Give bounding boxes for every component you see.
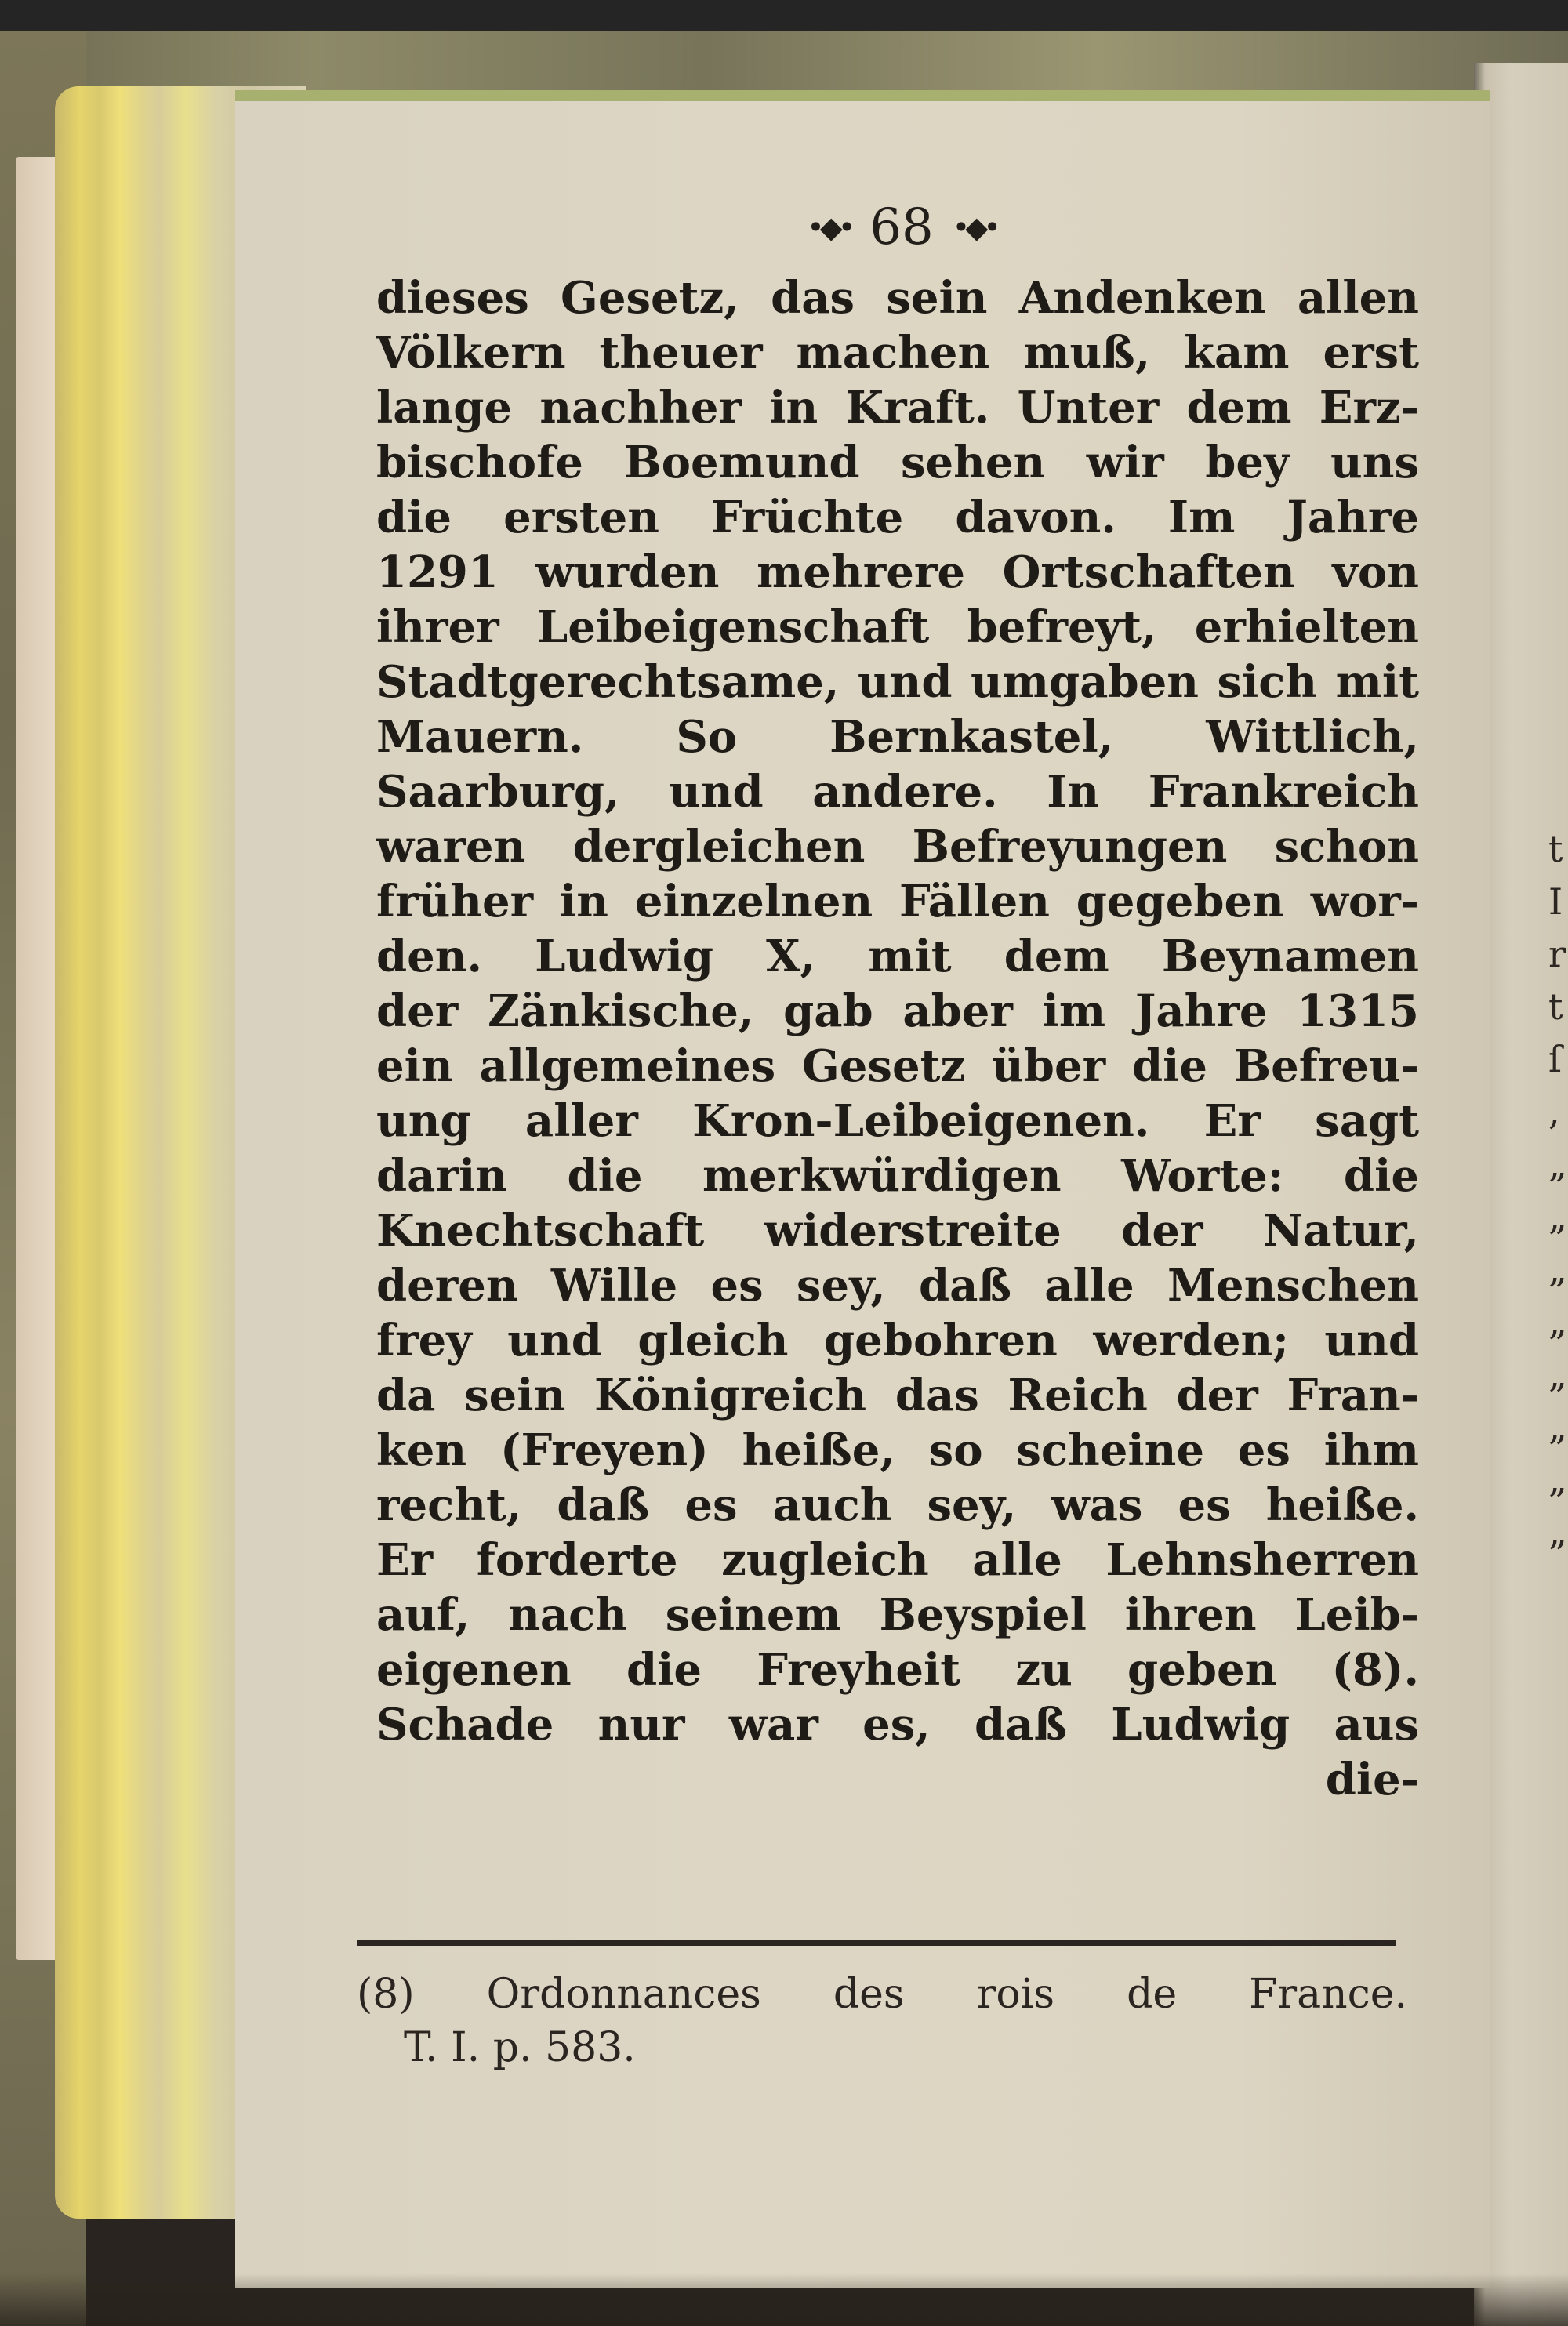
text-line: Stadtgerechtsame, und umgaben sich mit	[376, 656, 1419, 708]
text-line: ein allgemeines Gesetz über die Befreu-	[376, 1040, 1419, 1092]
text-line: Schade nur war es, daß Ludwig aus	[376, 1699, 1419, 1751]
text-line: recht, daß es auch sey, was es heiße.	[376, 1479, 1419, 1531]
facing-char: ,	[1548, 1090, 1560, 1133]
footnote-line: T. I. p. 583.	[404, 2024, 636, 2071]
facing-char: I	[1548, 880, 1563, 923]
facing-char: „	[1548, 1406, 1567, 1448]
facing-char: „	[1548, 1353, 1567, 1395]
text-line: früher in einzelnen Fällen gegeben wor-	[376, 876, 1419, 927]
text-line: den. Ludwig X, mit dem Beynamen	[376, 931, 1419, 982]
text-line: dieses Gesetz, das sein Andenken allen	[376, 272, 1419, 324]
text-line: ken (Freyen) heiße, so scheine es ihm	[376, 1424, 1419, 1476]
facing-char: „	[1548, 1196, 1567, 1238]
facing-char: t	[1548, 985, 1563, 1028]
text-line: eigenen die Freyheit zu geben (8).	[376, 1644, 1419, 1696]
text-line: lange nachher in Kraft. Unter dem Erz-	[376, 382, 1419, 434]
text-line: der Zänkische, gab aber im Jahre 1315	[376, 985, 1419, 1037]
text-line: frey und gleich gebohren werden; und	[376, 1315, 1419, 1366]
text-line: auf, nach seinem Beyspiel ihren Leib-	[376, 1589, 1419, 1641]
facing-char: „	[1548, 1511, 1567, 1553]
text-line: Mauern. So Bernkastel, Wittlich,	[376, 711, 1419, 763]
facing-char: ſ	[1548, 1038, 1563, 1080]
text-line: die ersten Früchte davon. Im Jahre	[376, 492, 1419, 543]
ornament-left-icon: •◆•	[807, 210, 851, 245]
bottom-shadow	[0, 2273, 1568, 2326]
page-header	[706, 196, 1098, 259]
footnote	[357, 1968, 1407, 2074]
facing-char: „	[1548, 1458, 1567, 1500]
text-line: 1291 wurden mehrere Ortschaften von	[376, 546, 1419, 598]
facing-char: t	[1548, 828, 1563, 870]
text-line: deren Wille es sey, daß alle Menschen	[376, 1260, 1419, 1312]
text-line: Saarburg, und andere. In Frankreich	[376, 766, 1419, 818]
text-line: da sein Königreich das Reich der Fran-	[376, 1370, 1419, 1421]
facing-char: „	[1548, 1301, 1567, 1343]
text-line: Knechtschaft widerstreite der Natur,	[376, 1205, 1419, 1257]
catchword: die-	[1325, 1754, 1419, 1805]
text-line: ung aller Kron-Leibeigenen. Er sagt	[376, 1095, 1419, 1147]
facing-page-text	[1548, 823, 1568, 1559]
text-line: bischofe Boemund sehen wir bey uns	[376, 437, 1419, 488]
text-line: darin die merkwürdigen Worte: die	[376, 1150, 1419, 1202]
body-text	[376, 270, 1419, 1807]
page-number: 68	[869, 198, 934, 256]
facing-char: r	[1548, 933, 1566, 975]
text-line: waren dergleichen Befreyungen schon	[376, 821, 1419, 873]
text-line: Völkern theuer machen muß, kam erst	[376, 327, 1419, 379]
facing-char: „	[1548, 1248, 1567, 1290]
ornament-right-icon: •◆•	[952, 210, 996, 245]
text-line: Er forderte zugleich alle Lehnsherren	[376, 1534, 1419, 1586]
facing-char: „	[1548, 1143, 1567, 1185]
footnote-separator	[357, 1940, 1396, 1946]
text-line: ihrer Leibeigenschaft befreyt, erhielten	[376, 601, 1419, 653]
footnote-line: (8) Ordonnances des rois de France.	[357, 1971, 1407, 2018]
cover-top-edge	[0, 31, 1568, 94]
